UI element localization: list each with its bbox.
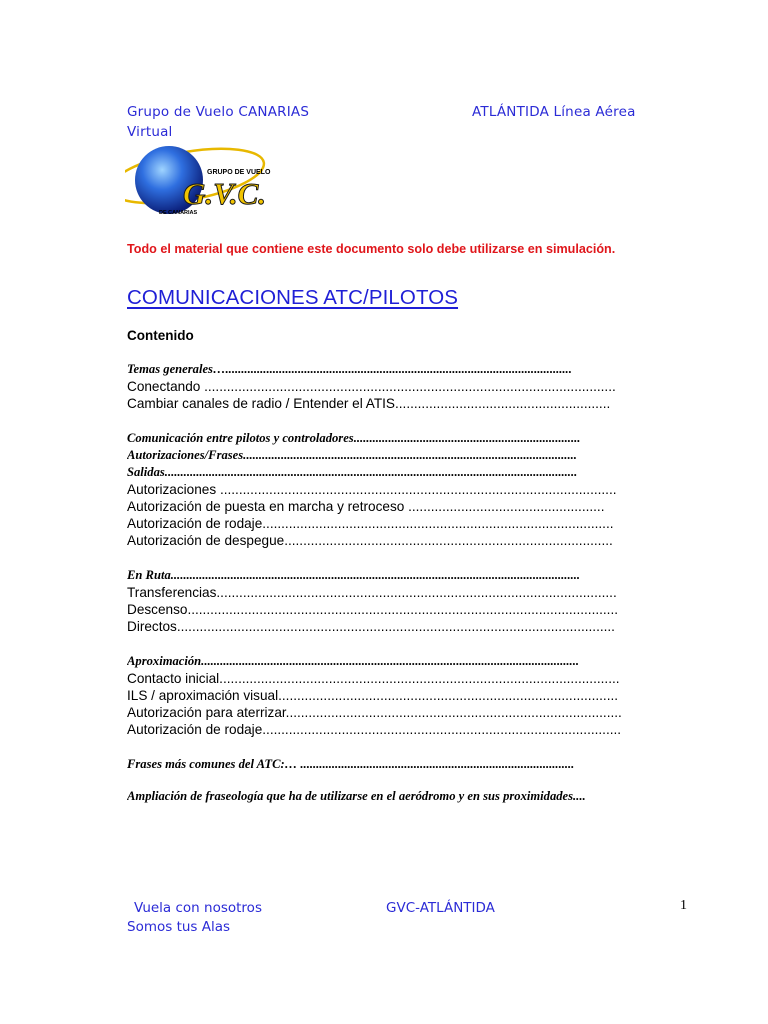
- logo-main-text: G.V.C.: [183, 176, 266, 211]
- logo-top-text: GRUPO DE VUELO: [207, 169, 271, 176]
- toc-entry-rodaje-llegada[interactable]: Autorización de rodaje...............................................................................................: [127, 722, 622, 737]
- table-of-contents: [127, 361, 687, 805]
- toc-entry-salidas[interactable]: Salidas...................................................................................................................................: [127, 465, 578, 479]
- toc-entry-contacto-inicial[interactable]: Contacto inicial..........................................................................................................: [127, 671, 620, 686]
- toc-entry-ils-visual[interactable]: ILS / aproximación visual..........................................................................................: [127, 688, 619, 703]
- toc-entry-transferencias[interactable]: Transferencias..........................................................................................................: [127, 585, 617, 600]
- footer-center: GVC-ATLÁNTIDA: [386, 900, 495, 916]
- toc-entry-comunicacion[interactable]: Comunicación entre pilotos y controladores........................................................................: [127, 431, 581, 445]
- toc-entry-ampliacion-fraseologia[interactable]: Ampliación de fraseología que ha de utilizarse en el aeródromo y en sus proximidades....: [127, 789, 586, 803]
- footer-slogan-1: Vuela con nosotros: [134, 900, 262, 916]
- toc-entry-en-ruta[interactable]: En Ruta..................................................................................................................................: [127, 568, 581, 582]
- toc-entry-rodaje[interactable]: Autorización de rodaje.............................................................................................: [127, 516, 614, 531]
- toc-entry-conectando[interactable]: Conectando .............................................................................................................: [127, 379, 616, 394]
- page-title: COMUNICACIONES ATC/PILOTOS: [127, 286, 459, 309]
- toc-entry-despegue[interactable]: Autorización de despegue.......................................................................................: [127, 533, 613, 548]
- header-group-name: Grupo de Vuelo CANARIAS: [127, 104, 310, 120]
- page-number: 1: [680, 898, 687, 913]
- toc-entry-autorizaciones-frases[interactable]: Autorizaciones/Frases..........................................................................................................: [127, 448, 577, 462]
- toc-entry-autorizaciones[interactable]: Autorizaciones .........................................................................................................: [127, 482, 617, 497]
- disclaimer-text: Todo el material que contiene este documento solo debe utilizarse en simulación.: [127, 242, 616, 256]
- logo-bottom-text: DE CANARIAS: [159, 210, 198, 216]
- toc-entry-frases-atc[interactable]: Frases más comunes del ATC:… .......................................................................................: [127, 757, 575, 771]
- toc-entry-descenso[interactable]: Descenso..................................................................................................................: [127, 602, 619, 617]
- toc-entry-directos[interactable]: Directos....................................................................................................................: [127, 619, 615, 634]
- contents-heading: Contenido: [127, 328, 194, 343]
- toc-entry-temas-generales[interactable]: Temas generales…..............................................................................................................: [127, 362, 572, 376]
- header-airline-name: ATLÁNTIDA Línea Aérea: [472, 104, 636, 120]
- toc-entry-puesta-en-marcha[interactable]: Autorización de puesta en marcha y retroceso ....................................................: [127, 499, 605, 514]
- gvc-logo: [125, 140, 275, 218]
- header-group-name-cont: Virtual: [127, 124, 173, 140]
- toc-entry-aproximacion[interactable]: Aproximación........................................................................................................................: [127, 654, 579, 668]
- toc-entry-aterrizar[interactable]: Autorización para aterrizar.........................................................................................: [127, 705, 622, 720]
- toc-entry-canales-radio-atis[interactable]: Cambiar canales de radio / Entender el ATIS.........................................................: [127, 396, 611, 411]
- footer-slogan-2: Somos tus Alas: [127, 919, 231, 935]
